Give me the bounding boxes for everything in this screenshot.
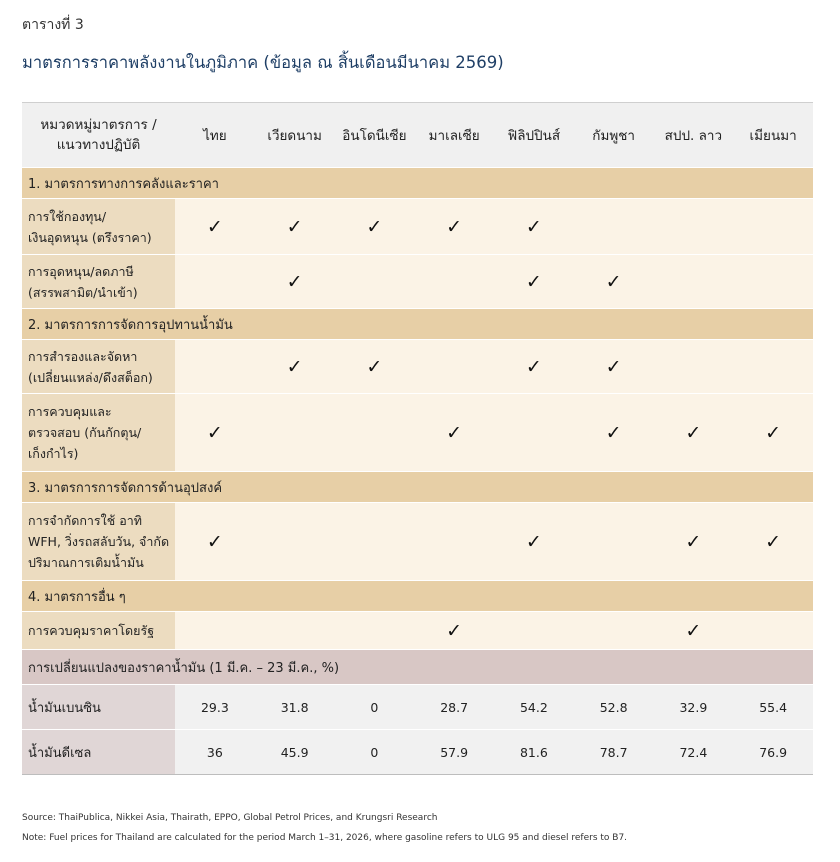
check-icon: ✓ bbox=[446, 619, 463, 642]
check-icon: ✓ bbox=[605, 355, 622, 378]
header-country: มาเลเซีย bbox=[414, 103, 494, 168]
measure-row bbox=[22, 255, 813, 309]
price-value: 45.9 bbox=[255, 730, 335, 775]
check-cell bbox=[654, 340, 734, 394]
price-value: 81.6 bbox=[494, 730, 574, 775]
check-cell bbox=[255, 394, 335, 472]
check-cell bbox=[733, 255, 813, 309]
check-cell bbox=[733, 199, 813, 255]
check-icon: ✓ bbox=[525, 270, 542, 293]
check-icon: ✓ bbox=[206, 421, 223, 444]
price-value: 36 bbox=[175, 730, 255, 775]
check-cell bbox=[733, 394, 813, 472]
price-change-title: การเปลี่ยนแปลงของราคาน้ำมัน (1 มี.ค. – 23 มี.ค., %) bbox=[22, 650, 813, 685]
measure-label-line: การใช้กองทุน/ bbox=[28, 208, 107, 224]
fuel-label: น้ำมันเบนซิน bbox=[22, 685, 175, 730]
check-cell bbox=[574, 503, 654, 581]
price-value: 72.4 bbox=[654, 730, 734, 775]
check-cell bbox=[175, 503, 255, 581]
header-row bbox=[22, 103, 813, 168]
header-country: สปป. ลาว bbox=[654, 103, 734, 168]
check-cell bbox=[654, 612, 734, 650]
section-title: 3. มาตรการการจัดการด้านอุปสงค์ bbox=[22, 472, 813, 503]
measure-label-line: เงินอุดหนุน (ตรึงราคา) bbox=[28, 229, 152, 245]
measure-label-line: เก็งกำไร) bbox=[28, 446, 79, 461]
check-cell bbox=[574, 394, 654, 472]
check-icon: ✓ bbox=[206, 530, 223, 553]
measure-row bbox=[22, 394, 813, 472]
check-cell bbox=[335, 503, 415, 581]
measure-label-line: การจำกัดการใช้ อาทิ bbox=[28, 513, 142, 528]
check-icon: ✓ bbox=[685, 530, 702, 553]
check-cell bbox=[414, 394, 494, 472]
measure-row bbox=[22, 503, 813, 581]
check-cell bbox=[733, 340, 813, 394]
check-cell bbox=[494, 394, 574, 472]
price-value: 78.7 bbox=[574, 730, 654, 775]
measure-label-line: (สรรพสามิต/นำเข้า) bbox=[28, 284, 138, 300]
price-value: 28.7 bbox=[414, 685, 494, 730]
check-cell bbox=[654, 394, 734, 472]
section-title: 4. มาตรการอื่น ๆ bbox=[22, 581, 813, 612]
price-value: 52.8 bbox=[574, 685, 654, 730]
price-value: 76.9 bbox=[733, 730, 813, 775]
check-cell bbox=[255, 612, 335, 650]
measure-label-line: การสำรองและจัดหา bbox=[28, 348, 138, 364]
header-country: อินโดนีเซีย bbox=[335, 103, 415, 168]
check-icon: ✓ bbox=[286, 270, 303, 293]
price-value: 29.3 bbox=[175, 685, 255, 730]
measure-label bbox=[22, 340, 175, 394]
check-cell bbox=[574, 255, 654, 309]
check-cell bbox=[733, 503, 813, 581]
price-value: 57.9 bbox=[414, 730, 494, 775]
measure-label-line: การควบคุมและ bbox=[28, 404, 112, 419]
check-icon: ✓ bbox=[765, 421, 782, 444]
price-row bbox=[22, 730, 813, 775]
check-cell bbox=[733, 612, 813, 650]
check-cell bbox=[335, 612, 415, 650]
price-value: 55.4 bbox=[733, 685, 813, 730]
check-cell bbox=[175, 612, 255, 650]
section-title: 2. มาตรการการจัดการอุปทานน้ำมัน bbox=[22, 309, 813, 340]
check-cell bbox=[255, 503, 335, 581]
check-cell bbox=[654, 199, 734, 255]
section-row bbox=[22, 581, 813, 612]
check-icon: ✓ bbox=[765, 530, 782, 553]
check-cell bbox=[335, 255, 415, 309]
check-cell bbox=[494, 503, 574, 581]
check-cell bbox=[335, 340, 415, 394]
measure-label bbox=[22, 199, 175, 255]
header-category bbox=[22, 103, 175, 168]
header-country: กัมพูชา bbox=[574, 103, 654, 168]
check-icon: ✓ bbox=[685, 619, 702, 642]
header-country: ฟิลิปปินส์ bbox=[494, 103, 574, 168]
fuel-label: น้ำมันดีเซล bbox=[22, 730, 175, 775]
measure-label bbox=[22, 612, 175, 650]
check-cell bbox=[175, 255, 255, 309]
check-cell bbox=[654, 255, 734, 309]
page-title: มาตรการราคาพลังงานในภูมิภาค (ข้อมูล ณ สิ้นเดือนมีนาคม 2569) bbox=[22, 53, 504, 72]
check-icon: ✓ bbox=[366, 215, 383, 238]
header-category-line1: หมวดหมู่มาตรการ / bbox=[40, 117, 157, 133]
price-value: 54.2 bbox=[494, 685, 574, 730]
price-value: 32.9 bbox=[654, 685, 734, 730]
price-value: 0 bbox=[335, 685, 415, 730]
check-icon: ✓ bbox=[446, 421, 463, 444]
section-title: 1. มาตรการทางการคลังและราคา bbox=[22, 168, 813, 199]
check-cell bbox=[414, 255, 494, 309]
check-cell bbox=[175, 340, 255, 394]
table-label: ตารางที่ 3 bbox=[22, 17, 84, 33]
section-row bbox=[22, 309, 813, 340]
measure-row bbox=[22, 199, 813, 255]
check-cell bbox=[574, 199, 654, 255]
check-cell bbox=[494, 612, 574, 650]
check-cell bbox=[574, 612, 654, 650]
price-row bbox=[22, 685, 813, 730]
check-icon: ✓ bbox=[206, 215, 223, 238]
check-cell bbox=[414, 340, 494, 394]
check-cell bbox=[494, 340, 574, 394]
footnote: Note: Fuel prices for Thailand are calculated for the period March 1–31, 2026, where gasoline refers to ULG 95 and diesel refers to B7. bbox=[22, 833, 628, 843]
price-value: 0 bbox=[335, 730, 415, 775]
check-icon: ✓ bbox=[286, 215, 303, 238]
check-cell bbox=[414, 199, 494, 255]
measure-label-line: การอุดหนุน/ลดภาษี bbox=[28, 263, 134, 279]
check-cell bbox=[414, 503, 494, 581]
check-icon: ✓ bbox=[685, 421, 702, 444]
section-row bbox=[22, 168, 813, 199]
check-icon: ✓ bbox=[366, 355, 383, 378]
check-cell bbox=[494, 255, 574, 309]
section-row bbox=[22, 472, 813, 503]
check-icon: ✓ bbox=[446, 215, 463, 238]
check-cell bbox=[255, 340, 335, 394]
measure-label-line: ปริมาณการเติมน้ำมัน bbox=[28, 555, 144, 570]
check-icon: ✓ bbox=[525, 530, 542, 553]
check-cell bbox=[574, 340, 654, 394]
measure-row bbox=[22, 340, 813, 394]
check-icon: ✓ bbox=[286, 355, 303, 378]
check-cell bbox=[335, 394, 415, 472]
check-icon: ✓ bbox=[605, 270, 622, 293]
check-icon: ✓ bbox=[605, 421, 622, 444]
check-cell bbox=[654, 503, 734, 581]
measure-label bbox=[22, 503, 175, 581]
price-value: 31.8 bbox=[255, 685, 335, 730]
check-icon: ✓ bbox=[525, 215, 542, 238]
check-cell bbox=[255, 255, 335, 309]
check-cell bbox=[494, 199, 574, 255]
check-cell bbox=[175, 199, 255, 255]
check-cell bbox=[175, 394, 255, 472]
header-country: เวียดนาม bbox=[255, 103, 335, 168]
measures-table bbox=[22, 102, 813, 775]
check-cell bbox=[414, 612, 494, 650]
measure-label bbox=[22, 255, 175, 309]
measure-label-line: (เปลี่ยนแหล่ง/ดึงสต็อก) bbox=[28, 369, 153, 385]
check-icon: ✓ bbox=[525, 355, 542, 378]
measure-row bbox=[22, 612, 813, 650]
measure-label-line: การควบคุมราคาโดยรัฐ bbox=[28, 623, 155, 638]
table-body bbox=[22, 168, 813, 775]
check-cell bbox=[255, 199, 335, 255]
measure-label-line: ตรวจสอบ (กันกักตุน/ bbox=[28, 425, 142, 440]
source-note: Source: ThaiPublica, Nikkei Asia, Thairath, EPPO, Global Petrol Prices, and Krungsri Research bbox=[22, 813, 438, 823]
header-country: เมียนมา bbox=[733, 103, 813, 168]
header-country: ไทย bbox=[175, 103, 255, 168]
measure-label-line: WFH, วิ่งรถสลับวัน, จำกัด bbox=[28, 534, 170, 549]
price-change-header-row bbox=[22, 650, 813, 685]
check-cell bbox=[335, 199, 415, 255]
header-category-line2: แนวทางปฏิบัติ bbox=[56, 137, 141, 153]
measure-label bbox=[22, 394, 175, 472]
